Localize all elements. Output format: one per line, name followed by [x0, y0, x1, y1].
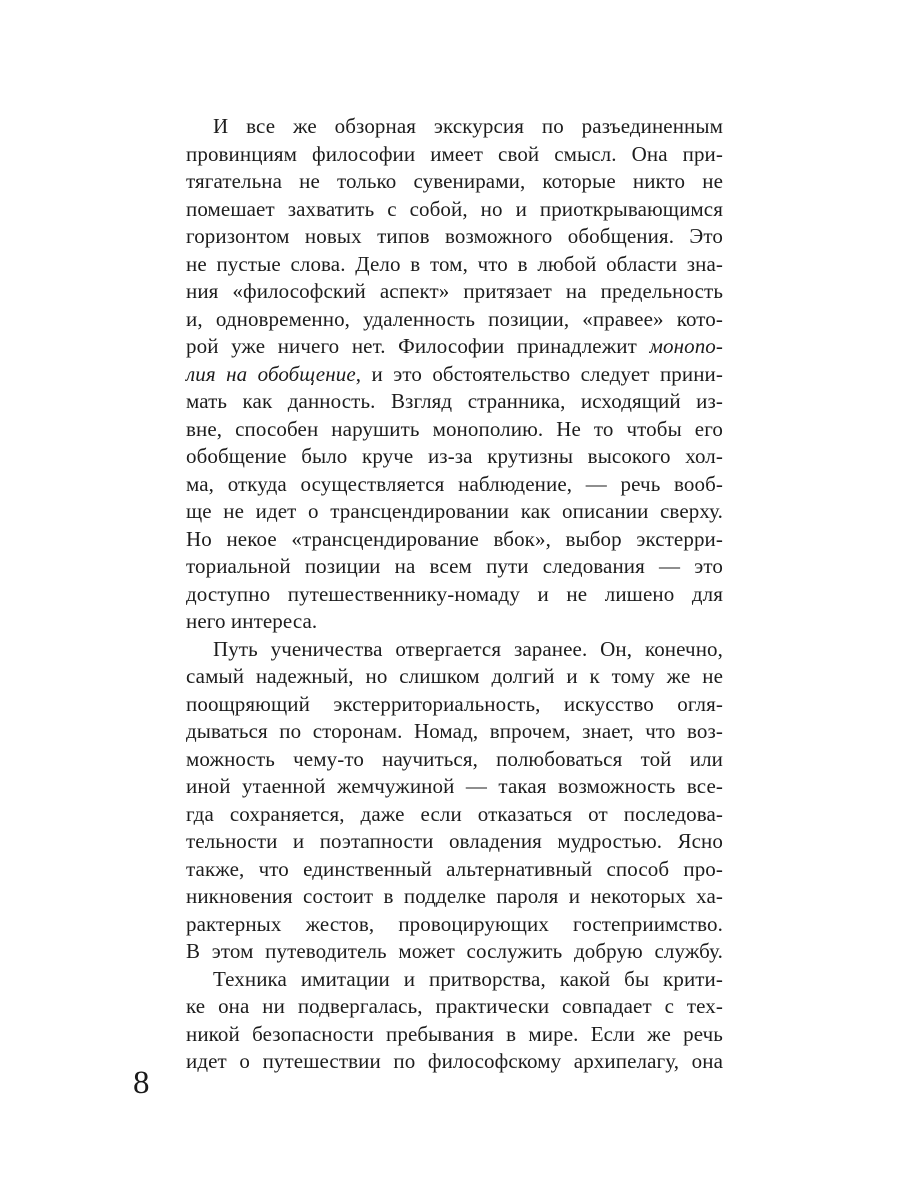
- text-line: доступно путешественнику-номаду и не лишено для: [186, 581, 723, 606]
- paragraph-3: [186, 966, 723, 1076]
- text-line: ще не идет о трансцендировании как описании сверху.: [186, 499, 723, 523]
- text-line: поощряющий экстерриториальность, искусство огля-: [186, 691, 723, 716]
- text-line: гда сохраняется, даже если отказаться от последова-: [186, 801, 723, 826]
- text-line: ке она ни подвергалась, практически совпадает с тех-: [186, 994, 723, 1018]
- text-line: помешает захватить с собой, но и приоткрывающимся: [186, 196, 723, 221]
- text-line: Путь ученичества отвергается заранее. Он, конечно,: [213, 636, 723, 661]
- page-number: 8: [133, 1065, 150, 1101]
- text-line-with-italic: [186, 361, 723, 389]
- italic-emphasis: монопо-: [649, 334, 723, 358]
- text-line: самый надежный, но слишком долгий и к тому же не: [186, 664, 723, 688]
- text-line: не пустые слова. Дело в том, что в любой области зна-: [186, 251, 723, 276]
- text-line: идет о путешествии по философскому архипелагу, она: [186, 1049, 723, 1073]
- page-body-text: [186, 113, 723, 1076]
- text-line: можность чему-то научиться, полюбоваться той или: [186, 746, 723, 771]
- text-line: рактерных жестов, провоцирующих гостеприимство.: [186, 911, 723, 936]
- text-line-with-italic: [186, 333, 723, 361]
- text-run: рой уже ничего нет. Философии принадлежит: [186, 334, 650, 358]
- text-line: него интереса.: [186, 609, 318, 633]
- paragraph-1: [186, 113, 723, 636]
- text-line: Техника имитации и притворства, какой бы крити-: [213, 966, 723, 991]
- text-run: , и это обстоятельство следует прини-: [355, 361, 723, 386]
- text-line: тягательна не только сувенирами, которые никто не: [186, 169, 723, 193]
- text-line: ториальной позиции на всем пути следования — это: [186, 554, 723, 578]
- text-line: обобщение было круче из-за крутизны высокого хол-: [186, 444, 723, 468]
- text-line: Но некое «трансцендирование вбок», выбор экстерри-: [186, 526, 723, 551]
- text-line: вне, способен нарушить монополию. Не то чтобы его: [186, 416, 723, 441]
- text-line: также, что единственный альтернативный способ про-: [186, 856, 723, 881]
- text-line: горизонтом новых типов возможного обобщения. Это: [186, 224, 723, 248]
- text-line: И все же обзорная экскурсия по разъединенным: [213, 114, 723, 138]
- text-line: ма, откуда осуществляется наблюдение, — речь вооб-: [186, 471, 723, 496]
- text-line: ния «философский аспект» притязает на предельность: [186, 279, 723, 303]
- text-line: дываться по сторонам. Номад, впрочем, знает, что воз-: [186, 719, 723, 743]
- paragraph-2: [186, 636, 723, 966]
- text-line: и, одновременно, удаленность позиции, «правее» кото-: [186, 306, 723, 331]
- text-line: мать как данность. Взгляд странника, исходящий из-: [186, 389, 723, 413]
- text-line: тельности и поэтапности овладения мудростью. Ясно: [186, 829, 723, 853]
- text-line: никновения состоит в подделке пароля и некоторых ха-: [186, 884, 723, 908]
- italic-emphasis: лия на обобщение: [186, 361, 356, 386]
- text-line: провинциям философии имеет свой смысл. Она при-: [186, 141, 723, 166]
- text-line: никой безопасности пребывания в мире. Если же речь: [186, 1021, 723, 1046]
- text-line: В этом путеводитель может сослужить добрую службу.: [186, 939, 723, 963]
- text-line: иной утаенной жемчужиной — такая возможность все-: [186, 774, 723, 798]
